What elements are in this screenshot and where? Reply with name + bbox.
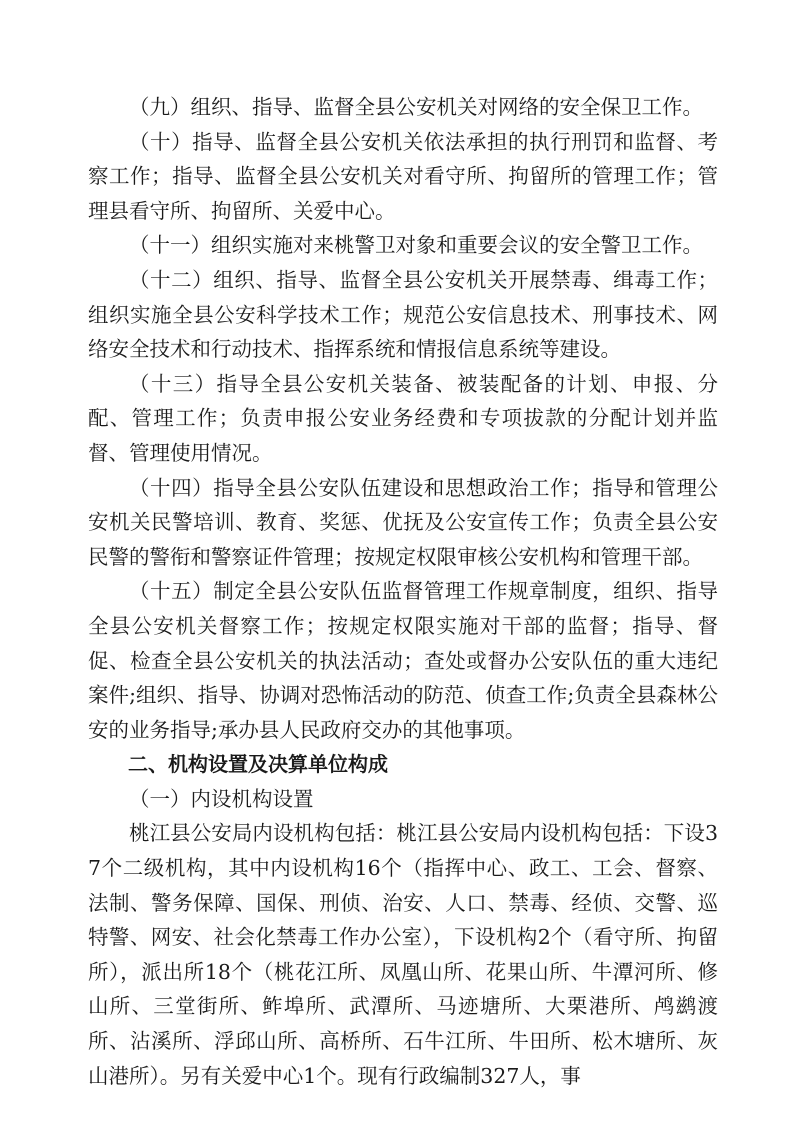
- paragraph-item-13: （十三）指导全县公安机关装备、被装配备的计划、申报、分配、管理工作；负责申报公安业务经费和专项拔款的分配计划并监督、管理使用情况。: [88, 371, 718, 465]
- section-heading: 二、机构设置及决算单位构成: [128, 752, 388, 777]
- paragraph-item-9: （九）组织、指导、监督全县公安机关对网络的安全保卫工作。: [129, 95, 703, 119]
- document-body: [88, 90, 718, 1093]
- paragraph-item-15: （十五）制定全县公安队伍监督管理工作规章制度，组织、指导全县公安机关督察工作；按规定权限实施对干部的监督；指导、督促、检查全县公安机关的执法活动；查处或督办公安队伍的重大违纪案件;组织、指导、协调对恐怖活动的防范、侦查工作;负责全县森林公安的业务指导;承办县人民政府交办的其他事项。: [88, 579, 718, 742]
- paragraph-item-14: （十四）指导全县公安队伍建设和思想政治工作；指导和管理公安机关民警培训、教育、奖惩、优抚及公安宣传工作；负责全县公安民警的警衔和警察证件管理；按规定权限审核公安机构和管理干部。: [88, 475, 718, 569]
- paragraph-item-11: （十一）组织实施对来桃警卫对象和重要会议的安全警卫工作。: [129, 233, 703, 258]
- body-paragraph: 桃江县公安局内设机构包括：桃江县公安局内设机构包括：下设37个二级机构，其中内设机构16个（指挥中心、政工、工会、督察、法制、警务保障、国保、刑侦、治安、人口、禁毒、经侦、交警、巡特警、网安、社会化禁毒工作办公室），下设机构2个（看守所、拘留所），派出所18个（桃花江所、凤凰山所、花果山所、牛潭河所、修山所、三堂街所、鲊埠所、武潭所、马迹塘所、大栗港所、鸬鹚渡所、沾溪所、浮邱山所、高桥所、石牛江所、牛田所、松木塘所、灰山港所）。另有关爱中心1个。现有行政编制327人，事: [88, 821, 718, 1088]
- paragraph-item-10: （十）指导、监督全县公安机关依法承担的执行刑罚和监督、考察工作；指导、监督全县公安机关对看守所、拘留所的管理工作；管理县看守所、拘留所、关爱中心。: [88, 129, 718, 223]
- subsection-heading: （一）内设机构设置: [129, 786, 314, 811]
- paragraph-item-12: （十二）组织、指导、监督全县公安机关开展禁毒、缉毒工作；组织实施全县公安科学技术工作；规范公安信息技术、刑事技术、网络安全技术和行动技术、指挥系统和情报信息系统等建设。: [88, 267, 718, 362]
